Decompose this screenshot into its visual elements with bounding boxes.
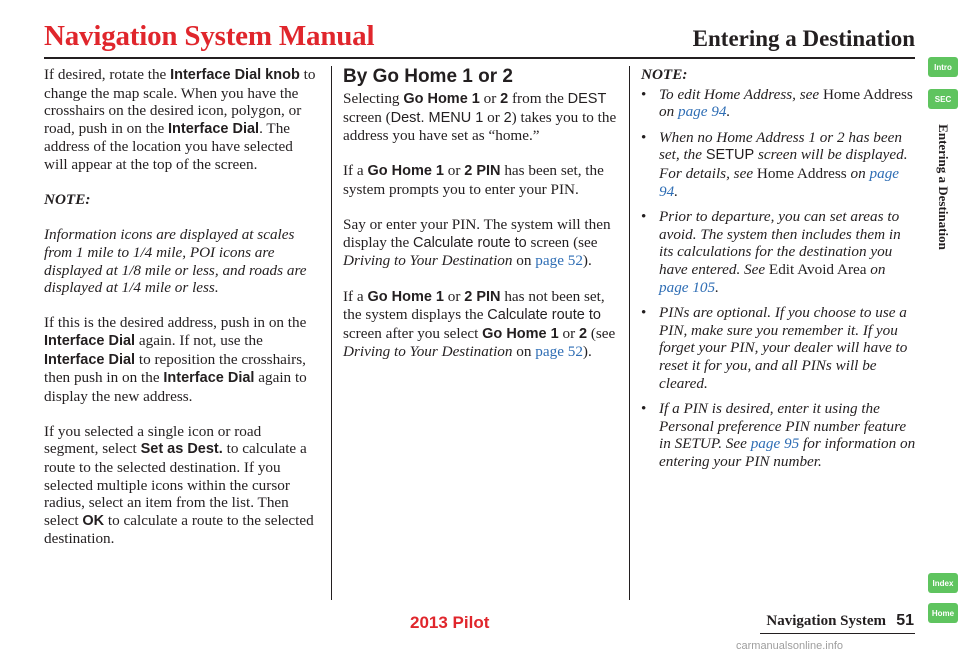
footer-label: Navigation System xyxy=(766,613,886,629)
link-page-105[interactable]: page 105 xyxy=(659,278,716,296)
paragraph-rotate-dial: If desired, rotate the Interface Dial knob to change the map scale. When you have the crosshairs on the desired icon, polygon, or road, push in on the Interface Dial. The address of the location you have selected will appear at the top of the screen. xyxy=(44,66,316,173)
link-page-94[interactable]: page 94 xyxy=(659,164,900,200)
note-label: NOTE: xyxy=(641,66,688,83)
header-rule xyxy=(44,57,915,59)
side-section-label: Entering a Destination xyxy=(936,124,951,250)
footer-rule xyxy=(760,633,915,634)
paragraph-pin-set: If a Go Home 1 or 2 PIN has been set, the system prompts you to enter your PIN. xyxy=(343,162,604,198)
watermark-site: carmanualsonline.info xyxy=(736,640,844,652)
note-label: NOTE: xyxy=(44,191,91,209)
column-left xyxy=(44,66,319,566)
link-page-95[interactable]: page 95 xyxy=(750,435,800,453)
tab-intro[interactable]: Intro xyxy=(928,57,958,77)
paragraph-say-pin: Say or enter your PIN. The system will then display the Calculate route to screen (see Driving to Your Destination on page 52). xyxy=(343,216,611,270)
link-page-52[interactable]: page 52 xyxy=(535,343,583,361)
section-title: Entering a Destination xyxy=(692,26,915,51)
manual-title: Navigation System Manual xyxy=(44,20,375,52)
list-item: • To edit Home Address, see Home Address on page 94. xyxy=(641,86,916,121)
list-item: • PINs are optional. If you choose to use a PIN, make sure you remember it. If you forget your PIN, your dealer will have to reset it for you, and all PINs will be cleared. xyxy=(641,304,916,392)
tab-home[interactable]: Home xyxy=(928,603,958,623)
paragraph-pin-not-set: If a Go Home 1 or 2 PIN has not been set, the system displays the Calculate route to screen after you select Go Home 1 or 2 (see Driving to Your Destination on page 52). xyxy=(343,287,616,361)
heading-go-home: By Go Home 1 or 2 xyxy=(343,66,513,87)
tab-sec[interactable]: SEC xyxy=(928,89,958,109)
link-page-52[interactable]: page 52 xyxy=(535,252,583,270)
link-page-94[interactable]: page 94 xyxy=(677,103,727,121)
page-number: 51 xyxy=(896,612,914,629)
paragraph-desired-address: If this is the desired address, push in on the Interface Dial again. If not, use the Interface Dial to reposition the crosshairs, then push in on the Interface Dial again to display the new address. xyxy=(44,314,307,405)
watermark-year: 2013 Pilot xyxy=(410,613,490,632)
column-right xyxy=(641,66,916,478)
column-middle xyxy=(343,66,623,379)
list-item: • When no Home Address 1 or 2 has been set, the SETUP screen will be displayed. For details, see Home Address on page 94. xyxy=(641,129,916,200)
paragraph-go-home-intro: Selecting Go Home 1 or 2 from the DEST screen (Dest. MENU 1 or 2) takes you to the address you have set as “home.” xyxy=(343,90,617,145)
note-list xyxy=(641,86,916,471)
tab-index[interactable]: Index xyxy=(928,573,958,593)
column-divider xyxy=(629,66,630,600)
list-item: • If a PIN is desired, enter it using the Personal preference PIN number feature in SETUP. See page 95 for information on entering your PIN number. xyxy=(641,400,916,470)
note-text: Information icons are displayed at scales from 1 mile to 1/4 mile, POI icons are displayed at 1/8 mile or less, and roads are displayed at 1/4 mile or less. xyxy=(44,226,307,297)
list-item: • Prior to departure, you can set areas to avoid. The system then includes them in its calculations for the destination you have entered. See Edit Avoid Area on page 105. xyxy=(641,208,916,296)
paragraph-set-as-dest: If you selected a single icon or road segment, select Set as Dest. to calculate a route to the selected destination. If you selected multiple icons within the cursor radius, select an item from the list. Then select OK to calculate a route to the selected destination. xyxy=(44,422,314,548)
column-divider xyxy=(331,66,332,600)
